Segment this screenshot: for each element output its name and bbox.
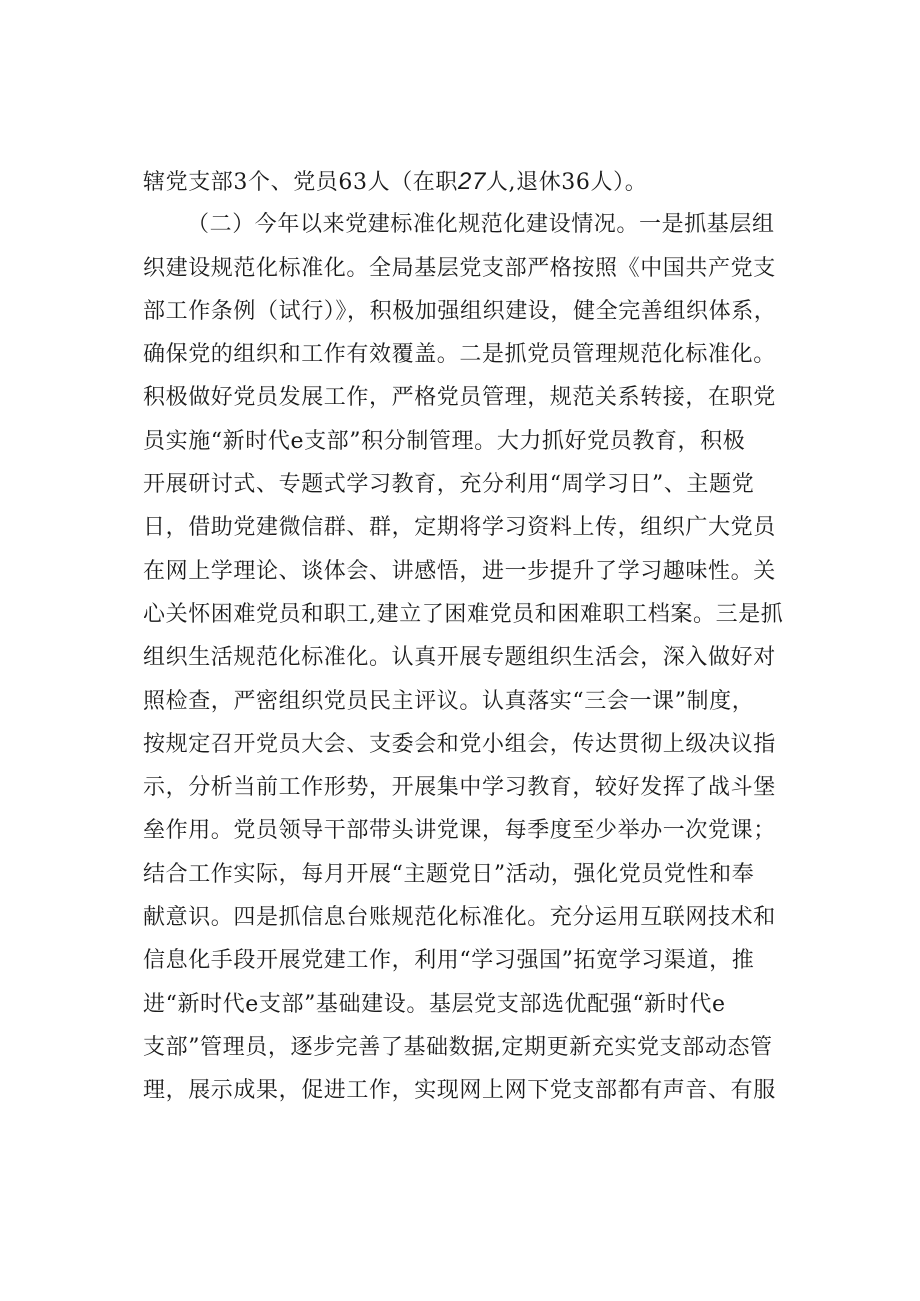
text-line-2: （二）今年以来党建标准化规范化建设情况。一是抓基层组 [187, 212, 775, 238]
text-line-1-end: 人,退休36人）。 [485, 170, 648, 195]
text-line-21: 支部”管理员，逐步完善了基础数据,定期更新充实党支部动态管 [143, 1034, 773, 1060]
text-line-4: 部工作条例（试行）》，积极加强组织建设，健全完善组织体系， [143, 298, 777, 324]
text-line-18: 献意识。四是抓信息台账规范化标准化。充分运用互联网技术和 [143, 905, 776, 931]
text-line-10: 在网上学理论、谈体会、讲感悟，进一步提升了学习趣味性。关 [143, 558, 776, 584]
document-body [143, 160, 823, 1113]
text-line-1 [143, 160, 823, 203]
text-line-16: 垒作用。党员领导干部带头讲党课，每季度至少举办一次党课； [143, 818, 776, 844]
text-line-13: 照检查，严密组织党员民主评议。认真落实“三会一课”制度， [143, 688, 755, 714]
text-line-12: 组织生活规范化标准化。认真开展专题组织生活会，深入做好对 [143, 645, 776, 671]
text-line-7: 员实施“新时代e支部”积分制管理。大力抓好党员教育，积极 [143, 428, 746, 454]
text-line-15: 示，分析当前工作形势，开展集中学习教育，较好发挥了战斗堡 [143, 775, 776, 801]
text-line-11: 心关怀困难党员和职工,建立了困难党员和困难职工档案。三是抓 [143, 601, 784, 627]
text-line-22: 理，展示成果，促进工作，实现网上网下党支部都有声音、有服 [143, 1078, 776, 1104]
text-line-19: 信息化手段开展党建工作，利用“学习强国”拓宽学习渠道，推 [143, 948, 755, 974]
text-line-1-start: 辖党支部3个、党员63人（在职 [143, 170, 458, 195]
text-line-6: 积极做好党员发展工作，严格党员管理，规范关系转接，在职党 [143, 385, 776, 411]
text-line-9: 日，借助党建微信群、群，定期将学习资料上传，组织广大党员 [143, 515, 776, 541]
text-line-14: 按规定召开党员大会、支委会和党小组会，传达贯彻上级决议指 [143, 731, 776, 757]
text-line-20: 进“新时代e支部”基础建设。基层党支部选优配强“新时代e [143, 991, 726, 1017]
text-line-3: 织建设规范化标准化。全局基层党支部严格按照《中国共产党支 [143, 255, 776, 281]
text-line-5: 确保党的组织和工作有效覆盖。二是抓党员管理规范化标准化。 [143, 342, 776, 368]
in-service-count: 27 [458, 168, 486, 195]
text-line-8: 开展研讨式、专题式学习教育，充分利用“周学习日”、主题党 [143, 472, 755, 498]
text-line-17: 结合工作实际，每月开展“主题党日”活动，强化党员党性和奉 [143, 861, 755, 887]
